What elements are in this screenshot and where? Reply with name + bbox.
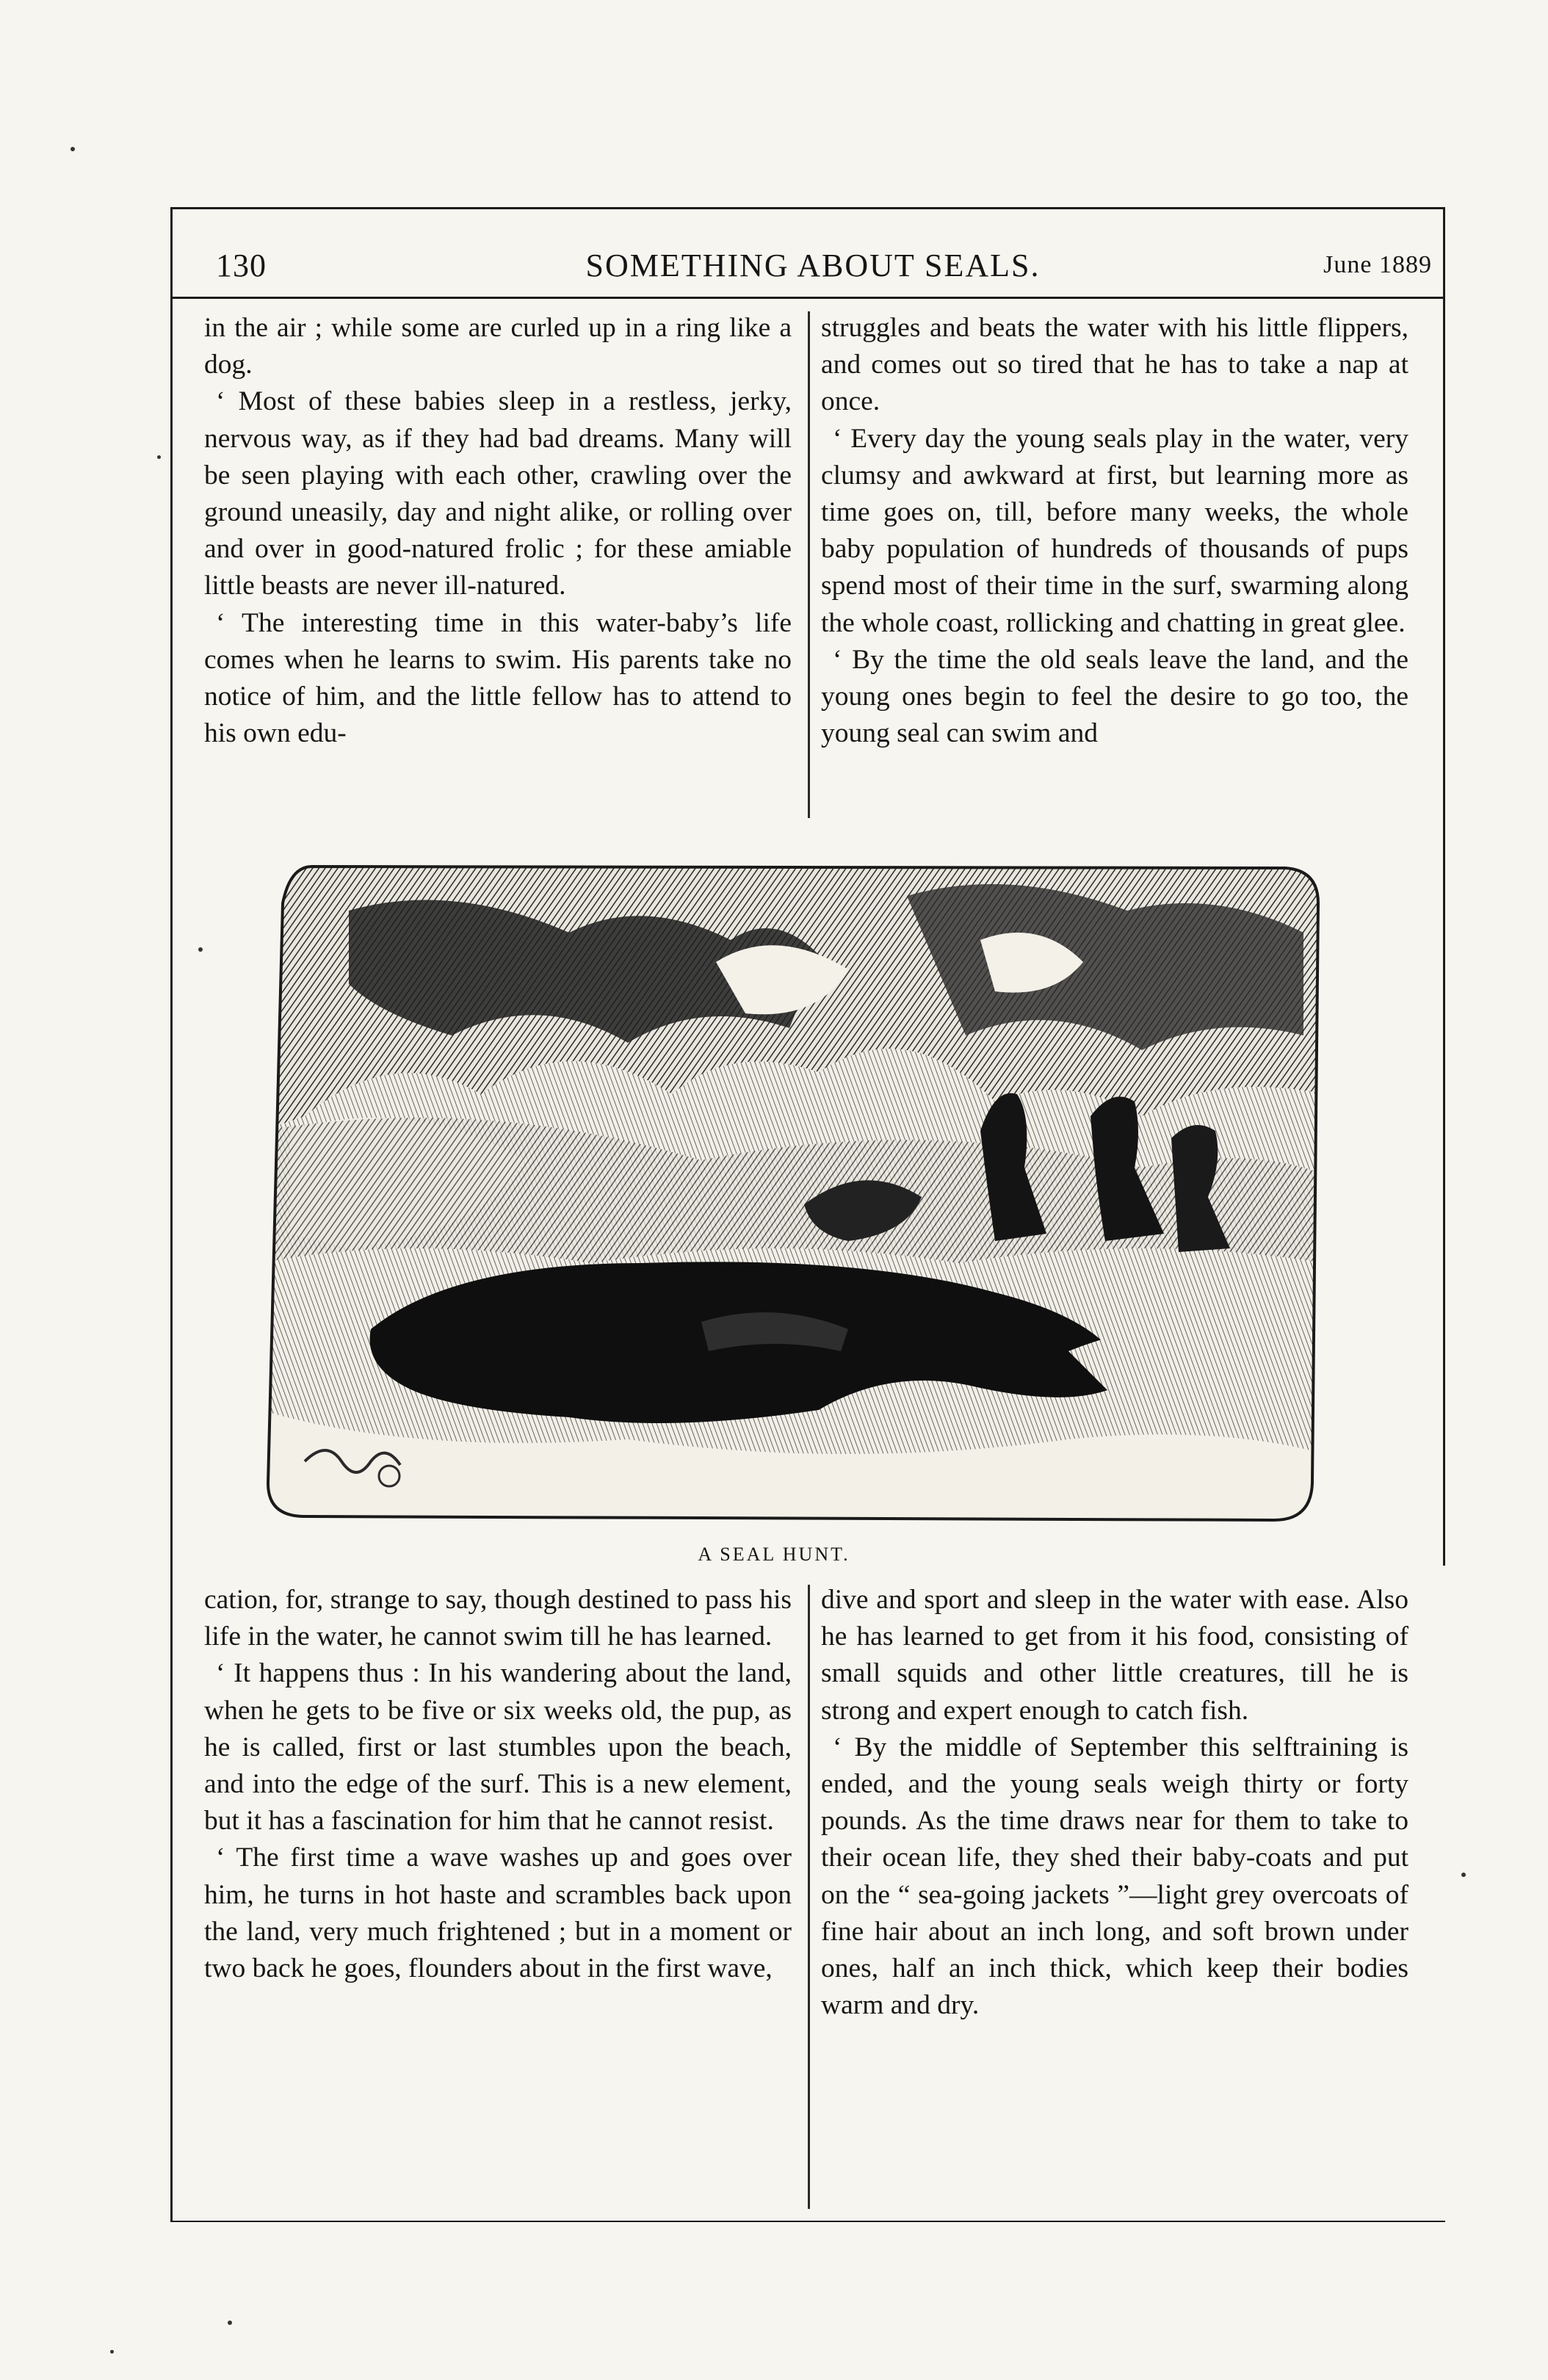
print-speck xyxy=(1461,1873,1466,1877)
paragraph: ‘ Every day the young seals play in the water, very clumsy and awkward at first, but learning more as time goes on, till, before many weeks, the whole baby population of hundreds of thousands of pups spend most of their time in the surf, swarming along the whole coast, rollicking and chatting in great glee. xyxy=(821,423,1408,638)
print-speck xyxy=(110,2350,114,2354)
header-rule xyxy=(170,297,1445,299)
bottom-rule xyxy=(170,2221,1445,2222)
paragraph: struggles and beats the water with his little flippers, and comes out so tired that he has to take a nap at once. xyxy=(821,313,1408,417)
running-header xyxy=(192,236,1433,295)
paragraph: ‘ The interesting time in this water-baby’s life comes when he learns to swim. His parents take no notice of him, and the little fellow has to attend to his own edu- xyxy=(204,607,792,749)
right-rule xyxy=(1443,207,1445,1566)
paragraph: ‘ It happens thus : In his wandering about the land, when he gets to be five or six weeks old, the pup, as he is called, first or last stumbles upon the beach, and into the edge of the surf. This is a new element, but it has a fascination for him that he cannot resist. xyxy=(204,1658,792,1837)
paragraph: ‘ By the middle of September this selftraining is ended, and the young seals weigh thirty or forty pounds. As the time draws near for them to take to their ocean life, they shed their baby-coats and put on the “ sea-going jackets ”—light grey overcoats of fine hair about an inch long, and soft brown under ones, half an inch thick, which keep their bodies warm and dry. xyxy=(821,1732,1408,2021)
paragraph: ‘ By the time the old seals leave the land, and the young ones begin to feel the desire to go too, the young seal can swim and xyxy=(821,644,1408,749)
column-bottom-left xyxy=(204,1582,792,1987)
engraving-illustration xyxy=(261,852,1325,1527)
figure-caption: A SEAL HUNT. xyxy=(698,1544,850,1565)
paragraph: ‘ Most of these babies sleep in a restless, jerky, nervous way, as if they had bad dreams. Many will be seen playing with each other, crawling over the ground uneasily, day and night alike, or rolling over and over in good-natured frolic ; for these amiable little beasts are never ill-natured. xyxy=(204,386,792,601)
page-title: SOMETHING ABOUT SEALS. xyxy=(585,247,1041,283)
print-speck xyxy=(70,147,75,151)
left-rule xyxy=(170,207,173,2222)
column-bottom-right xyxy=(821,1582,1408,2024)
paragraph: cation, for, strange to say, though destined to pass his life in the water, he cannot swim till he has learned. xyxy=(204,1585,792,1652)
column-divider-bottom xyxy=(808,1585,810,2209)
print-speck xyxy=(157,455,161,459)
print-speck xyxy=(228,2321,232,2325)
top-rule xyxy=(170,207,1445,209)
paragraph: in the air ; while some are curled up in a ring like a dog. xyxy=(204,313,792,380)
page-number: 130 xyxy=(216,247,267,283)
column-top-right xyxy=(821,310,1408,752)
column-divider-top xyxy=(808,311,810,818)
engraving-seal-hunt xyxy=(261,852,1325,1527)
print-speck xyxy=(198,947,203,952)
paragraph: dive and sport and sleep in the water with ease. Also he has learned to get from it his food, consisting of small squids and other little creatures, till he is strong and expert enough to catch fish. xyxy=(821,1585,1408,1726)
issue-date: June 1889 xyxy=(1323,251,1432,278)
column-top-left xyxy=(204,310,792,752)
paragraph: ‘ The first time a wave washes up and goes over him, he turns in hot haste and scrambles back upon the land, very much frightened ; but in a moment or two back he goes, flounders about in the first wave, xyxy=(204,1842,792,1984)
